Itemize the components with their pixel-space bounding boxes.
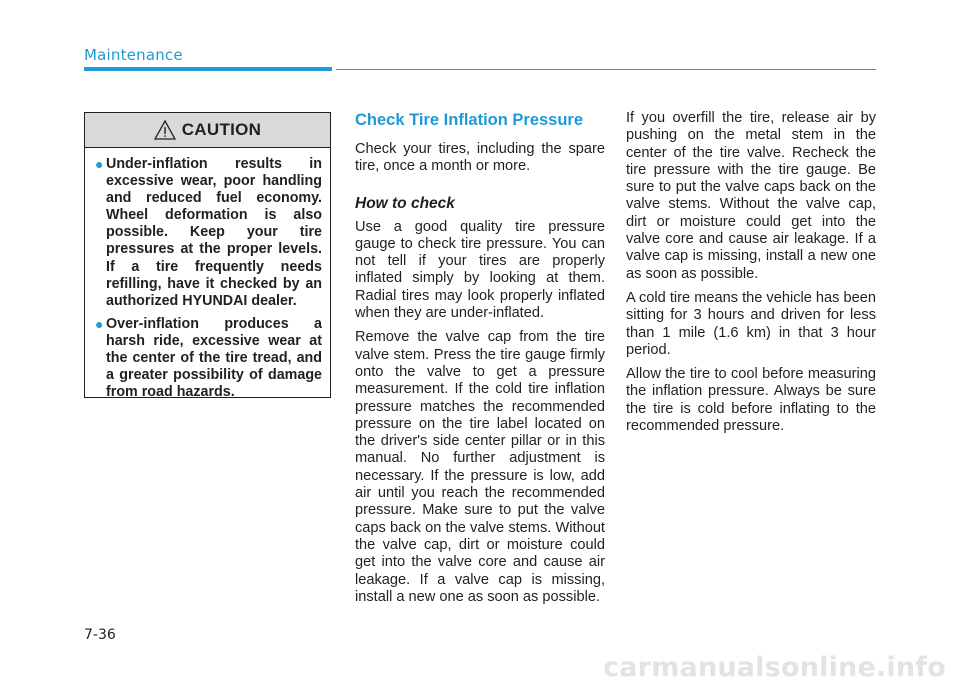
caution-title: CAUTION [181, 120, 262, 139]
body-paragraph: If you overfill the tire, release air by pushing on the metal stem in the center of the tire valve. Recheck the tire pressure with the tire gauge. Be sure to put the valve caps back on the valve stems. Without the valve cap, dirt or moisture could get into the valve core and cause air leakage. If a valve cap is missing, install a new one as soon as possible. [626, 110, 876, 282]
body-paragraph: Remove the valve cap from the tire valve stem. Press the tire gauge firmly onto the valve to get a pressure measurement. If the cold tire inflation pressure matches the recommended pressure on the tire label located on the driver's side center pillar or in this manual. No further adjustment is necessary. If the pressure is low, add air until you reach the recommended pressure. Make sure to put the valve caps back on the valve stems. Without the valve cap, dirt or moisture could get into the valve core and cause air leakage. If a valve cap is missing, install a new one as soon as possible. [355, 329, 605, 605]
caution-list [85, 148, 330, 401]
header-rule-thick [84, 67, 332, 71]
body-paragraph: A cold tire means the vehicle has been sitting for 3 hours and driven for less than 1 mile (1.6 km) in that 3 hour period. [626, 289, 876, 358]
middle-column [355, 110, 605, 613]
watermark: carmanualsonline.info [603, 652, 946, 683]
caution-item-text: Over-inflation produces a harsh ride, excessive wear at the center of the tire tread, and a greater possibility of damage from road hazards. [106, 315, 322, 401]
page-number: 7-36 [84, 627, 116, 643]
subheading: How to check [355, 194, 455, 212]
body-paragraph: Allow the tire to cool before measuring the inflation pressure. Always be sure the tire is cold before inflating to the recommended pressure. [626, 366, 876, 435]
caution-item [95, 316, 322, 401]
caution-box [84, 112, 331, 401]
header-rule-thin [336, 69, 876, 70]
intro-paragraph: Check your tires, including the spare tire, once a month or more. [355, 141, 605, 175]
section-title: Check Tire Inflation Pressure [355, 111, 584, 129]
warning-triangle-icon [154, 120, 176, 140]
section-header: Maintenance [84, 46, 183, 64]
body-paragraph: Use a good quality tire pressure gauge to check tire pressure. You can not tell if your tires are properly inflated simply by looking at them. Radial tires may look properly inflated when they are under-inflated. [355, 218, 605, 322]
caution-item-text: Under-inflation results in excessive wear, poor handling and reduced fuel economy. Wheel deformation is also possible. Keep your tire pressures at the proper levels. If a tire frequently needs refilling, have it checked by an authorized HYUNDAI dealer. [106, 156, 322, 309]
bullet-icon: ● [95, 156, 104, 172]
caution-item [95, 156, 322, 310]
right-column [626, 110, 876, 442]
bullet-icon: ● [95, 315, 104, 332]
caution-header [85, 113, 330, 148]
